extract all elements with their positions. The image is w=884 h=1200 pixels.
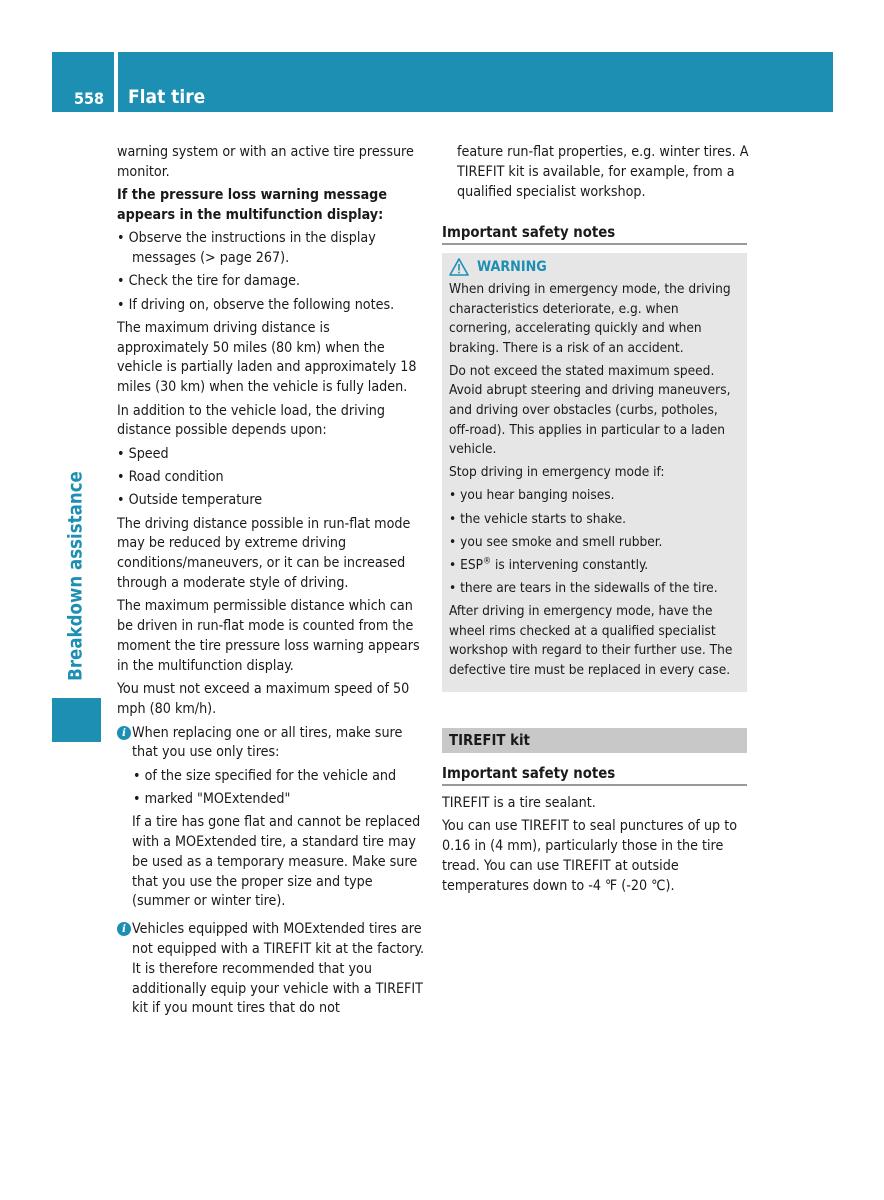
paragraph: You must not exceed a maximum speed of 50 mph (80 km/h). xyxy=(117,680,410,717)
paragraph: Stop driving in emergency mode if: xyxy=(449,464,665,481)
info-note-text: Vehicles equipped with MOExtended tires are not equipped with a TIREFIT kit at the factory. It is therefore recommended that you additionally equip your vehicle with a TIREFIT kit if you mount tires that do not xyxy=(132,921,425,1017)
warning-label: WARNING xyxy=(477,259,547,275)
section-banner-title: TIREFIT kit xyxy=(449,732,530,749)
paragraph: After driving in emergency mode, have the wheel rims checked at a qualified specialist workshop with regard to their further use. The defective tire must be replaced in every case. xyxy=(449,602,733,678)
side-tab-label: Breakdown assistance xyxy=(65,471,87,681)
list-item: • Road condition xyxy=(117,468,224,485)
warning-triangle-icon xyxy=(449,258,469,276)
page-number: 558 xyxy=(74,89,105,108)
list-item: • Check the tire for damage. xyxy=(117,273,301,290)
list-item: • of the size specified for the vehicle and xyxy=(133,767,397,784)
registered-mark: ® xyxy=(482,556,492,567)
paragraph: In addition to the vehicle load, the driving distance possible depends upon: xyxy=(117,402,385,439)
warning-box xyxy=(442,253,747,692)
paragraph: feature run-flat properties, e.g. winter tires. A TIREFIT kit is available, for example, from a qualified specialist workshop. xyxy=(457,144,749,200)
list-item xyxy=(449,556,740,576)
list-item: • you see smoke and smell rubber. xyxy=(449,533,663,550)
page-number-box xyxy=(52,52,114,112)
list-item: • you hear banging noises. xyxy=(449,487,615,504)
paragraph: TIREFIT is a tire sealant. xyxy=(442,795,596,811)
list-item: • marked "MOExtended" xyxy=(133,790,291,807)
section-heading: Important safety notes xyxy=(442,223,747,245)
paragraph: When driving in emergency mode, the driving characteristics deteriorate, e.g. when cornering, accelerating quickly and when braking. There is a risk of an accident. xyxy=(449,281,731,356)
list-item: • the vehicle starts to shake. xyxy=(449,510,627,527)
info-icon: i xyxy=(117,922,131,936)
paragraph: warning system or with an active tire pressure monitor. xyxy=(117,144,414,180)
header-bar xyxy=(118,52,833,112)
left-column xyxy=(117,143,425,1023)
list-item: • If driving on, observe the following notes. xyxy=(117,296,395,313)
warning-title xyxy=(449,257,740,277)
right-column-intro xyxy=(457,143,749,206)
page-title: Flat tire xyxy=(128,86,206,108)
info-note xyxy=(117,724,425,764)
section-banner xyxy=(442,728,747,753)
info-note-text: When replacing one or all tires, make sure that you use only tires: xyxy=(132,724,403,761)
list-item: • Outside temperature xyxy=(117,492,263,509)
info-note-text: If a tire has gone flat and cannot be replaced with a MOExtended tire, a standard tire may be used as a temporary measure. Make sure that you use the proper size and type (summer or winter tire). xyxy=(132,814,421,910)
list-item: • there are tears in the sidewalls of the tire. xyxy=(449,579,718,596)
section-heading: Important safety notes xyxy=(442,764,747,786)
paragraph: The driving distance possible in run-flat mode may be reduced by extreme driving conditions/maneuvers, or it can be increased through a moderate style of driving. xyxy=(117,515,411,591)
paragraph: You can use TIREFIT to seal punctures of up to 0.16 in (4 mm), particularly those in the tire tread. You can use TIREFIT at outside temperatures down to -4 ℉ (-20 ℃). xyxy=(442,818,738,894)
info-note xyxy=(117,920,425,1019)
list-item-text: • ESP xyxy=(449,556,483,573)
info-icon: i xyxy=(117,726,131,740)
side-tab-marker xyxy=(52,698,101,742)
list-item: • Observe the instructions in the display messages (> page 267). xyxy=(117,230,376,266)
subheading: If the pressure loss warning message appears in the multifunction display: xyxy=(117,187,387,223)
list-item: • Speed xyxy=(117,445,169,462)
list-item-text: is intervening constantly. xyxy=(491,556,649,573)
paragraph: Do not exceed the stated maximum speed. Avoid abrupt steering and driving maneuvers, and driving over obstacles (curbs, potholes, off-road). This applies in particular to a laden vehicle. xyxy=(449,362,731,458)
right-column-tirefit xyxy=(442,794,749,900)
paragraph: The maximum driving distance is approximately 50 miles (80 km) when the vehicle is partially laden and approximately 18 miles (30 km) when the vehicle is fully laden. xyxy=(117,319,417,396)
paragraph: The maximum permissible distance which can be driven in run-flat mode is counted from the moment the tire pressure loss warning appears in the multifunction display. xyxy=(117,598,420,674)
